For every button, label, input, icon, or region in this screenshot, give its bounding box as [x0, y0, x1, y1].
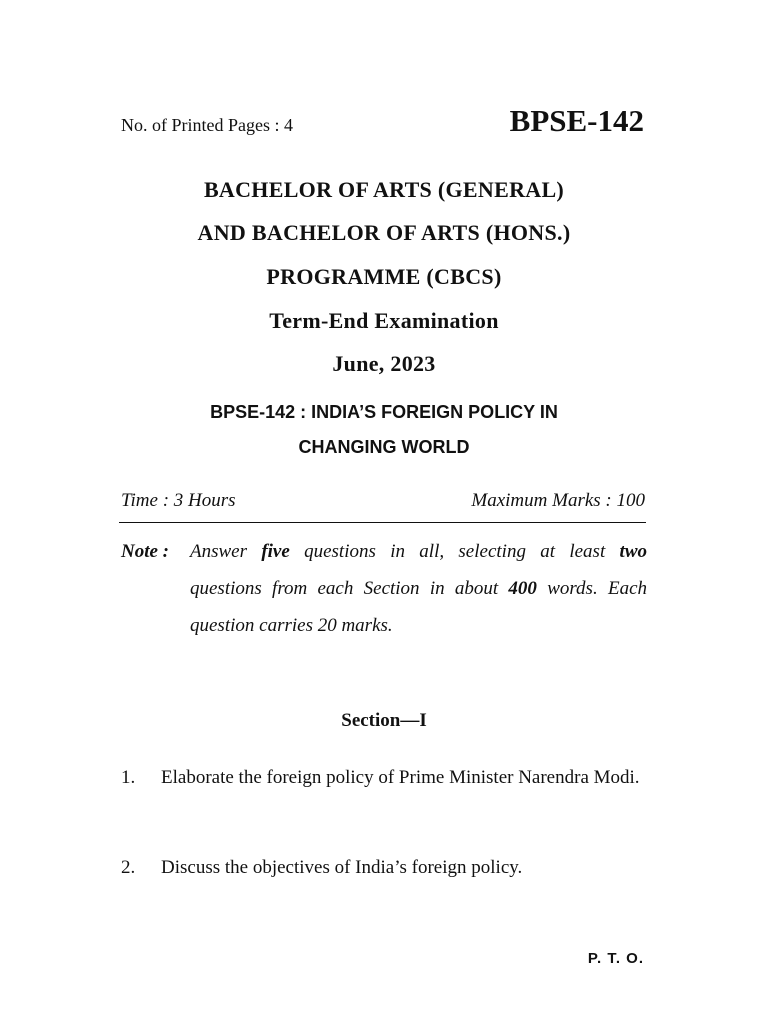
divider-right	[398, 522, 646, 523]
question-text: Elaborate the foreign policy of Prime Minister Narendra Modi.	[161, 767, 640, 788]
question-text: Discuss the objectives of India’s foreign policy.	[161, 857, 523, 878]
emphasis-400: 400	[508, 578, 537, 599]
question-item	[121, 759, 647, 796]
maximum-marks: Maximum Marks : 100	[471, 490, 645, 511]
programme-title-line-3: PROGRAMME (CBCS)	[266, 264, 502, 289]
note-text: Answer five questions in all, selecting at least two questions from each Section in about 400 words. Each question carries 20 marks.	[190, 541, 647, 636]
note-label: Note :	[121, 541, 170, 562]
printed-pages-count: No. of Printed Pages : 4	[121, 115, 293, 135]
emphasis-two: two	[619, 541, 647, 562]
question-item	[121, 849, 647, 886]
instructions-note	[121, 533, 647, 644]
please-turn-over: P. T. O.	[587, 950, 644, 967]
course-title-line-2: CHANGING WORLD	[298, 437, 470, 457]
course-title-line-1: BPSE-142 : INDIA’S FOREIGN POLICY IN	[210, 402, 558, 422]
question-number: 1.	[121, 767, 136, 788]
programme-title-line-1: BACHELOR OF ARTS (GENERAL)	[203, 177, 565, 202]
exam-meta	[121, 490, 645, 512]
divider-left	[119, 522, 411, 523]
exam-type: Term-End Examination	[269, 308, 499, 333]
time-allowed: Time : 3 Hours	[121, 490, 236, 511]
programme-title-line-2: AND BACHELOR OF ARTS (HONS.)	[197, 220, 571, 245]
section-heading: Section—I	[341, 710, 427, 731]
paper-code: BPSE-142	[509, 103, 644, 138]
question-number: 2.	[121, 857, 136, 878]
emphasis-five: five	[261, 541, 290, 562]
exam-session: June, 2023	[332, 351, 436, 376]
